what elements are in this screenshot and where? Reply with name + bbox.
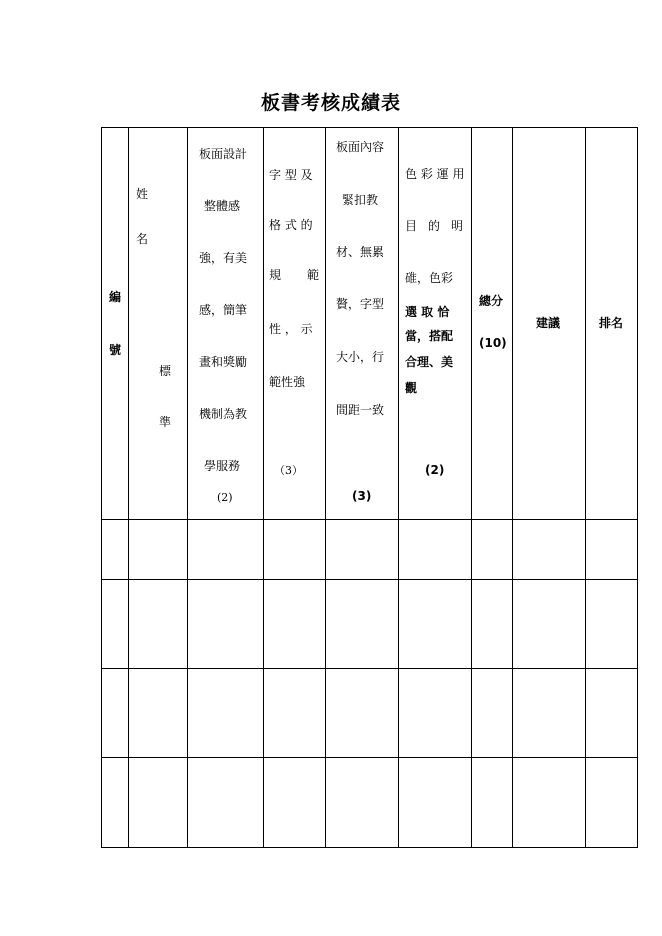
header-number-2: 號: [109, 343, 122, 357]
table-row: [101, 757, 638, 847]
header-color-score: (2): [425, 463, 445, 477]
header-number-1: 編: [109, 290, 122, 304]
header-font-fan: 範: [306, 268, 319, 282]
header-total: 總分: [479, 294, 504, 308]
header-font-line-3: [269, 268, 319, 282]
header-content-line-4: 贅，字型: [336, 297, 385, 311]
header-color-line-4: 選 取 恰: [405, 305, 450, 319]
header-design-line-7: 學服務: [204, 459, 241, 473]
header-design-line-3: 強，有美: [199, 251, 248, 265]
header-color-ming: 明: [450, 219, 463, 233]
header-rank: 排名: [599, 316, 624, 330]
header-design-line-1: 板面設計: [199, 147, 248, 161]
header-content-line-1: 板面內容: [336, 140, 385, 154]
table-row: [101, 668, 638, 757]
page-title: 板書考核成績表: [260, 92, 401, 114]
header-content-line-3: 材、無累: [336, 245, 385, 259]
header-design-line-2: 整體感: [204, 199, 241, 213]
header-color-line-3: 碓，色彩: [405, 271, 454, 285]
header-content-score: (3): [352, 489, 372, 503]
header-design-line-5: 畫和獎勵: [199, 355, 248, 369]
header-design-line-4: 感，簡筆: [199, 303, 248, 317]
header-design-line-6: 機制為教: [199, 407, 248, 421]
table-row: [101, 579, 638, 668]
header-font-gui: 規: [269, 268, 282, 282]
header-font-line-1: 字 型 及: [269, 168, 313, 182]
header-total-score: (10): [479, 336, 507, 350]
header-color-line-7: 觀: [405, 381, 418, 395]
header-color-mu: 目: [405, 219, 418, 233]
header-suggestion: 建議: [536, 316, 561, 330]
header-color-line-1: 色 彩 運 用: [405, 167, 465, 181]
header-content-line-6: 間距一致: [336, 403, 385, 417]
header-color-line-2: [405, 219, 463, 233]
header-font-line-4: 性 ， 示: [269, 322, 313, 336]
table-row: [101, 519, 638, 579]
header-content-line-5: 大小，行: [336, 350, 385, 364]
header-color-de: 的: [427, 219, 440, 233]
header-name-1: 姓: [136, 187, 149, 201]
header-design-score: (2): [217, 491, 233, 504]
header-font-line-5: 範性強: [269, 375, 306, 389]
header-criteria-2: 準: [159, 415, 172, 429]
header-color-line-5: 當，搭配: [405, 329, 454, 343]
header-font-score: （3）: [274, 464, 303, 477]
header-color-line-6: 合理、美: [405, 355, 454, 369]
header-font-line-2: 格 式 的: [269, 218, 313, 232]
table-body: [101, 519, 638, 848]
header-name-2: 名: [136, 232, 149, 246]
header-criteria-1: 標: [159, 364, 172, 378]
header-content-line-2: 緊扣教: [342, 193, 379, 207]
